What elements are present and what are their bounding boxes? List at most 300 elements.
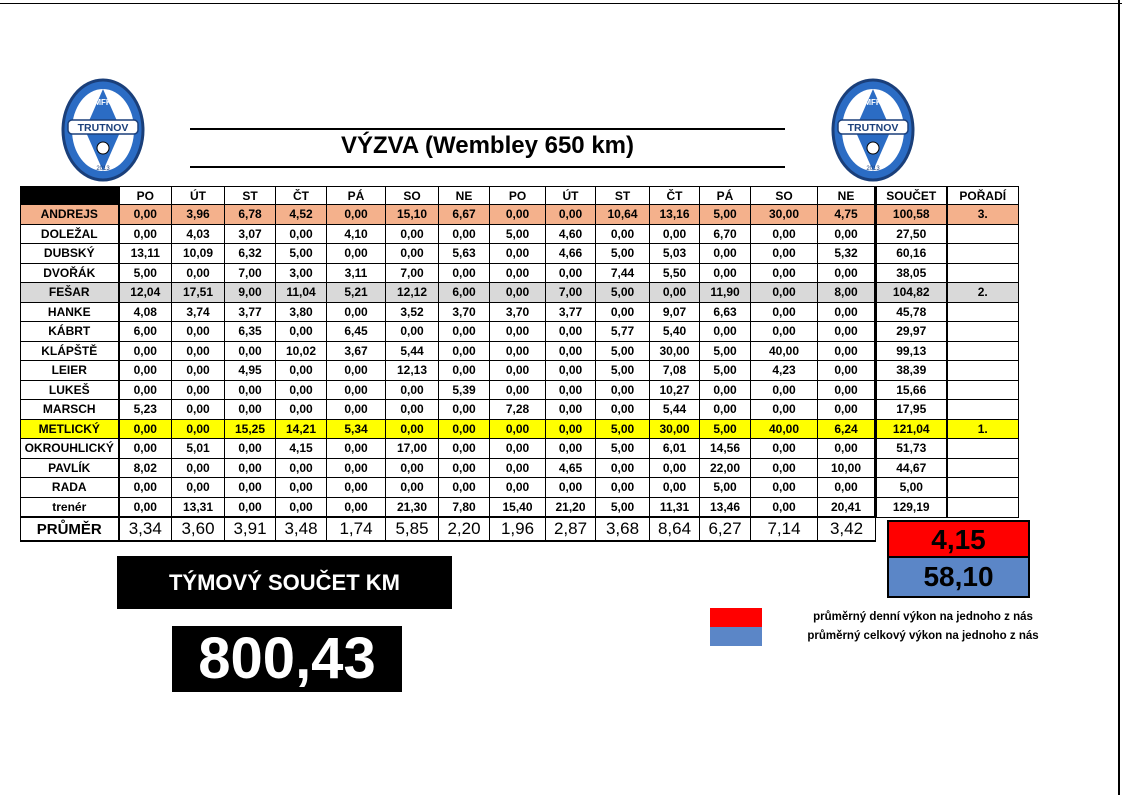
row-sum: 44,67: [876, 458, 947, 478]
day-value: 0,00: [119, 439, 172, 459]
day-value: 0,00: [276, 361, 327, 381]
row-sum: 27,50: [876, 224, 947, 244]
day-value: 5,00: [700, 419, 751, 439]
day-value: 0,00: [225, 439, 276, 459]
day-value: 0,00: [172, 400, 225, 420]
day-value: 5,00: [596, 341, 650, 361]
row-sum: 60,16: [876, 244, 947, 264]
day-value: 6,32: [225, 244, 276, 264]
day-value: 3,52: [386, 302, 439, 322]
day-value: 21,20: [546, 497, 596, 517]
day-value: 4,10: [327, 224, 386, 244]
day-value: 0,00: [596, 302, 650, 322]
day-value: 6,01: [650, 439, 700, 459]
day-value: 0,00: [327, 478, 386, 498]
row-name: HANKE: [21, 302, 119, 322]
day-value: 0,00: [751, 380, 818, 400]
day-value: 13,31: [172, 497, 225, 517]
table-row: [21, 205, 1019, 225]
table-row: [21, 283, 1019, 303]
average-value: 2,20: [439, 517, 490, 541]
day-value: 5,00: [119, 263, 172, 283]
row-sum: 104,82: [876, 283, 947, 303]
day-value: 7,08: [650, 361, 700, 381]
table-row: [21, 400, 1019, 420]
average-value: 3,42: [818, 517, 876, 541]
day-value: 0,00: [700, 400, 751, 420]
row-rank: [947, 380, 1019, 400]
day-value: 0,00: [439, 322, 490, 342]
day-value: 0,00: [439, 263, 490, 283]
day-value: 5,63: [439, 244, 490, 264]
day-value: 0,00: [751, 322, 818, 342]
day-value: 0,00: [439, 419, 490, 439]
day-value: 0,00: [818, 322, 876, 342]
day-value: 0,00: [327, 302, 386, 322]
day-value: 0,00: [327, 439, 386, 459]
average-value: 6,27: [700, 517, 751, 541]
row-name: DUBSKÝ: [21, 244, 119, 264]
day-value: 0,00: [546, 205, 596, 225]
day-value: 5,32: [818, 244, 876, 264]
row-sum: 121,04: [876, 419, 947, 439]
average-value: 3,48: [276, 517, 327, 541]
day-value: 0,00: [596, 400, 650, 420]
day-value: 7,00: [386, 263, 439, 283]
day-value: 0,00: [751, 439, 818, 459]
day-value: 0,00: [700, 244, 751, 264]
day-value: 0,00: [172, 341, 225, 361]
day-value: 11,90: [700, 283, 751, 303]
average-value: 5,85: [386, 517, 439, 541]
club-logo-left: [58, 75, 148, 185]
day-value: 6,35: [225, 322, 276, 342]
column-header: SO: [751, 187, 818, 205]
day-value: 0,00: [818, 263, 876, 283]
table-row: [21, 380, 1019, 400]
row-name: RADA: [21, 478, 119, 498]
day-value: 0,00: [490, 478, 546, 498]
day-value: 3,00: [276, 263, 327, 283]
logo-year-text: 2013: [96, 166, 110, 172]
day-value: 6,63: [700, 302, 751, 322]
day-value: 13,16: [650, 205, 700, 225]
day-value: 14,56: [700, 439, 751, 459]
row-rank: [947, 341, 1019, 361]
day-value: 3,70: [490, 302, 546, 322]
day-value: 0,00: [327, 458, 386, 478]
day-value: 22,00: [700, 458, 751, 478]
day-value: 5,39: [439, 380, 490, 400]
day-value: 0,00: [386, 380, 439, 400]
day-value: 0,00: [751, 302, 818, 322]
page-title: VÝZVA (Wembley 650 km): [341, 132, 634, 159]
logo-top-text: MFK: [864, 98, 882, 107]
day-value: 0,00: [327, 497, 386, 517]
day-value: 30,00: [751, 205, 818, 225]
day-value: 0,00: [439, 478, 490, 498]
row-rank: [947, 302, 1019, 322]
day-value: 4,66: [546, 244, 596, 264]
day-value: 10,64: [596, 205, 650, 225]
results-table: [20, 186, 1019, 542]
row-sum: 5,00: [876, 478, 947, 498]
column-header: NE: [439, 187, 490, 205]
day-value: 0,00: [439, 224, 490, 244]
day-value: 0,00: [439, 341, 490, 361]
day-value: 0,00: [386, 478, 439, 498]
day-value: 0,00: [439, 361, 490, 381]
day-value: 0,00: [751, 497, 818, 517]
table-row: [21, 244, 1019, 264]
day-value: 6,00: [119, 322, 172, 342]
column-header: ST: [225, 187, 276, 205]
day-value: 0,00: [751, 400, 818, 420]
day-value: 5,00: [700, 341, 751, 361]
row-rank: [947, 244, 1019, 264]
day-value: 3,77: [546, 302, 596, 322]
row-sum: 99,13: [876, 341, 947, 361]
legend-swatch-daily: [710, 608, 762, 627]
column-header: NE: [818, 187, 876, 205]
table-row: [21, 361, 1019, 381]
day-value: 3,77: [225, 302, 276, 322]
day-value: 5,40: [650, 322, 700, 342]
day-value: 0,00: [172, 478, 225, 498]
day-value: 6,24: [818, 419, 876, 439]
day-value: 11,04: [276, 283, 327, 303]
day-value: 0,00: [546, 419, 596, 439]
day-value: 30,00: [650, 341, 700, 361]
day-value: 0,00: [546, 341, 596, 361]
row-name: OKROUHLICKÝ: [21, 439, 119, 459]
row-rank: [947, 263, 1019, 283]
day-value: 0,00: [119, 224, 172, 244]
row-sum: 17,95: [876, 400, 947, 420]
row-sum: 100,58: [876, 205, 947, 225]
day-value: 5,00: [596, 497, 650, 517]
table-row: [21, 263, 1019, 283]
day-value: 0,00: [596, 478, 650, 498]
day-value: 0,00: [818, 400, 876, 420]
day-value: 0,00: [751, 244, 818, 264]
club-logo-right: [828, 75, 918, 185]
day-value: 13,11: [119, 244, 172, 264]
day-value: 0,00: [490, 419, 546, 439]
day-value: 0,00: [386, 419, 439, 439]
column-header: PÁ: [327, 187, 386, 205]
row-name: FEŠAR: [21, 283, 119, 303]
day-value: 0,00: [751, 478, 818, 498]
day-value: 0,00: [818, 380, 876, 400]
title-rule-bottom: [190, 166, 785, 168]
row-sum: 29,97: [876, 322, 947, 342]
average-value: 3,68: [596, 517, 650, 541]
row-rank: [947, 400, 1019, 420]
row-name: LEIER: [21, 361, 119, 381]
row-sum: 38,39: [876, 361, 947, 381]
day-value: 0,00: [225, 341, 276, 361]
table-row: [21, 341, 1019, 361]
day-value: 7,44: [596, 263, 650, 283]
day-value: 5,21: [327, 283, 386, 303]
logo-name-text: TRUTNOV: [77, 122, 129, 134]
day-value: 21,30: [386, 497, 439, 517]
column-header: POŘADÍ: [947, 187, 1019, 205]
day-value: 3,70: [439, 302, 490, 322]
row-sum: 38,05: [876, 263, 947, 283]
day-value: 13,46: [700, 497, 751, 517]
day-value: 0,00: [700, 322, 751, 342]
day-value: 6,78: [225, 205, 276, 225]
average-value: 7,14: [751, 517, 818, 541]
row-name: ANDREJS: [21, 205, 119, 225]
row-name: METLICKÝ: [21, 419, 119, 439]
row-rank: [947, 224, 1019, 244]
day-value: 0,00: [386, 244, 439, 264]
day-value: 4,95: [225, 361, 276, 381]
row-sum: 51,73: [876, 439, 947, 459]
day-value: 4,15: [276, 439, 327, 459]
day-value: 15,10: [386, 205, 439, 225]
day-value: 0,00: [546, 263, 596, 283]
total-average-box: 58,10: [887, 558, 1030, 598]
day-value: 0,00: [596, 380, 650, 400]
column-header: PO: [119, 187, 172, 205]
day-value: 6,00: [439, 283, 490, 303]
average-value: 3,91: [225, 517, 276, 541]
day-value: 6,70: [700, 224, 751, 244]
day-value: 0,00: [546, 400, 596, 420]
row-name: trenér: [21, 497, 119, 517]
day-value: 30,00: [650, 419, 700, 439]
day-value: 15,25: [225, 419, 276, 439]
day-value: 0,00: [490, 458, 546, 478]
table-row: [21, 458, 1019, 478]
average-value: 3,34: [119, 517, 172, 541]
day-value: 0,00: [490, 263, 546, 283]
day-value: 0,00: [172, 458, 225, 478]
day-value: 0,00: [225, 400, 276, 420]
day-value: 0,00: [751, 224, 818, 244]
day-value: 4,03: [172, 224, 225, 244]
column-header: ÚT: [172, 187, 225, 205]
row-sum: 129,19: [876, 497, 947, 517]
day-value: 5,01: [172, 439, 225, 459]
daily-average-box: 4,15: [887, 520, 1030, 558]
day-value: 0,00: [327, 361, 386, 381]
row-rank: [947, 322, 1019, 342]
day-value: 0,00: [546, 439, 596, 459]
day-value: 11,31: [650, 497, 700, 517]
day-value: 4,23: [751, 361, 818, 381]
average-value: 1,74: [327, 517, 386, 541]
day-value: 3,74: [172, 302, 225, 322]
day-value: 0,00: [172, 361, 225, 381]
day-value: 0,00: [546, 361, 596, 381]
day-value: 0,00: [490, 322, 546, 342]
header-row: [21, 187, 1019, 205]
day-value: 5,44: [386, 341, 439, 361]
day-value: 3,80: [276, 302, 327, 322]
day-value: 5,03: [650, 244, 700, 264]
day-value: 17,51: [172, 283, 225, 303]
day-value: 0,00: [818, 361, 876, 381]
page-top-border: [0, 3, 1122, 4]
day-value: 0,00: [276, 478, 327, 498]
day-value: 10,02: [276, 341, 327, 361]
day-value: 40,00: [751, 419, 818, 439]
day-value: 6,67: [439, 205, 490, 225]
day-value: 14,21: [276, 419, 327, 439]
day-value: 5,00: [596, 361, 650, 381]
row-name: MARSCH: [21, 400, 119, 420]
day-value: 4,52: [276, 205, 327, 225]
day-value: 5,00: [596, 244, 650, 264]
column-header: ČT: [276, 187, 327, 205]
day-value: 0,00: [386, 458, 439, 478]
day-value: 5,50: [650, 263, 700, 283]
day-value: 5,00: [596, 439, 650, 459]
table-row: [21, 224, 1019, 244]
table-row: [21, 322, 1019, 342]
day-value: 5,00: [596, 283, 650, 303]
day-value: 0,00: [546, 380, 596, 400]
day-value: 8,00: [818, 283, 876, 303]
day-value: 10,09: [172, 244, 225, 264]
row-name: KÁBRT: [21, 322, 119, 342]
day-value: 0,00: [439, 400, 490, 420]
day-value: 0,00: [490, 380, 546, 400]
day-value: 0,00: [172, 380, 225, 400]
legend-daily-text: průměrný denní výkon na jednoho z nás: [813, 611, 1033, 623]
day-value: 0,00: [546, 322, 596, 342]
day-value: 0,00: [327, 400, 386, 420]
day-value: 5,00: [596, 419, 650, 439]
day-value: 4,75: [818, 205, 876, 225]
column-header: SO: [386, 187, 439, 205]
day-value: 0,00: [119, 380, 172, 400]
day-value: 0,00: [276, 380, 327, 400]
row-name: KLÁPŠTĚ: [21, 341, 119, 361]
column-header: ČT: [650, 187, 700, 205]
logo-name-text: TRUTNOV: [847, 122, 899, 134]
day-value: 15,40: [490, 497, 546, 517]
day-value: 0,00: [172, 419, 225, 439]
day-value: 17,00: [386, 439, 439, 459]
day-value: 0,00: [650, 283, 700, 303]
row-sum: 45,78: [876, 302, 947, 322]
header-corner: [21, 187, 119, 205]
day-value: 0,00: [172, 322, 225, 342]
day-value: 0,00: [751, 283, 818, 303]
row-name: LUKEŠ: [21, 380, 119, 400]
legend-total-text: průměrný celkový výkon na jednoho z nás: [807, 630, 1039, 642]
day-value: 0,00: [386, 400, 439, 420]
row-rank: [947, 478, 1019, 498]
day-value: 0,00: [546, 478, 596, 498]
day-value: 5,23: [119, 400, 172, 420]
day-value: 0,00: [327, 380, 386, 400]
day-value: 0,00: [276, 458, 327, 478]
day-value: 7,80: [439, 497, 490, 517]
average-value: 2,87: [546, 517, 596, 541]
day-value: 12,12: [386, 283, 439, 303]
column-header: PO: [490, 187, 546, 205]
average-value: 3,60: [172, 517, 225, 541]
day-value: 0,00: [751, 458, 818, 478]
day-value: 0,00: [751, 263, 818, 283]
day-value: 3,11: [327, 263, 386, 283]
day-value: 0,00: [276, 497, 327, 517]
day-value: 0,00: [225, 458, 276, 478]
day-value: 4,60: [546, 224, 596, 244]
day-value: 5,44: [650, 400, 700, 420]
row-name: DVOŘÁK: [21, 263, 119, 283]
day-value: 5,00: [700, 205, 751, 225]
row-rank: [947, 458, 1019, 478]
day-value: 0,00: [490, 205, 546, 225]
page-right-border: [1118, 0, 1120, 795]
day-value: 0,00: [818, 478, 876, 498]
logo-top-text: MFK: [94, 98, 112, 107]
legend-swatch-total: [710, 627, 762, 646]
day-value: 12,04: [119, 283, 172, 303]
day-value: 0,00: [650, 224, 700, 244]
day-value: 5,00: [700, 361, 751, 381]
average-value: 1,96: [490, 517, 546, 541]
day-value: 0,00: [225, 497, 276, 517]
day-value: 0,00: [596, 224, 650, 244]
day-value: 0,00: [119, 341, 172, 361]
day-value: 0,00: [225, 478, 276, 498]
day-value: 0,00: [386, 322, 439, 342]
day-value: 3,96: [172, 205, 225, 225]
day-value: 40,00: [751, 341, 818, 361]
day-value: 5,00: [276, 244, 327, 264]
average-label: PRŮMĚR: [21, 517, 119, 541]
column-header: ST: [596, 187, 650, 205]
day-value: 0,00: [818, 439, 876, 459]
day-value: 0,00: [327, 205, 386, 225]
day-value: 0,00: [490, 341, 546, 361]
row-rank: [947, 361, 1019, 381]
day-value: 5,00: [700, 478, 751, 498]
day-value: 0,00: [119, 361, 172, 381]
row-rank: 2.: [947, 283, 1019, 303]
day-value: 3,67: [327, 341, 386, 361]
day-value: 9,00: [225, 283, 276, 303]
column-header: ÚT: [546, 187, 596, 205]
day-value: 0,00: [276, 322, 327, 342]
day-value: 6,45: [327, 322, 386, 342]
day-value: 0,00: [490, 283, 546, 303]
day-value: 8,02: [119, 458, 172, 478]
day-value: 0,00: [119, 478, 172, 498]
day-value: 5,34: [327, 419, 386, 439]
day-value: 7,00: [546, 283, 596, 303]
day-value: 0,00: [172, 263, 225, 283]
day-value: 5,00: [490, 224, 546, 244]
day-value: 0,00: [119, 497, 172, 517]
day-value: 0,00: [700, 380, 751, 400]
day-value: 4,08: [119, 302, 172, 322]
day-value: 0,00: [818, 341, 876, 361]
team-total-label: TÝMOVÝ SOUČET KM: [117, 556, 452, 609]
day-value: 0,00: [439, 458, 490, 478]
table-row: [21, 497, 1019, 517]
column-header: PÁ: [700, 187, 751, 205]
